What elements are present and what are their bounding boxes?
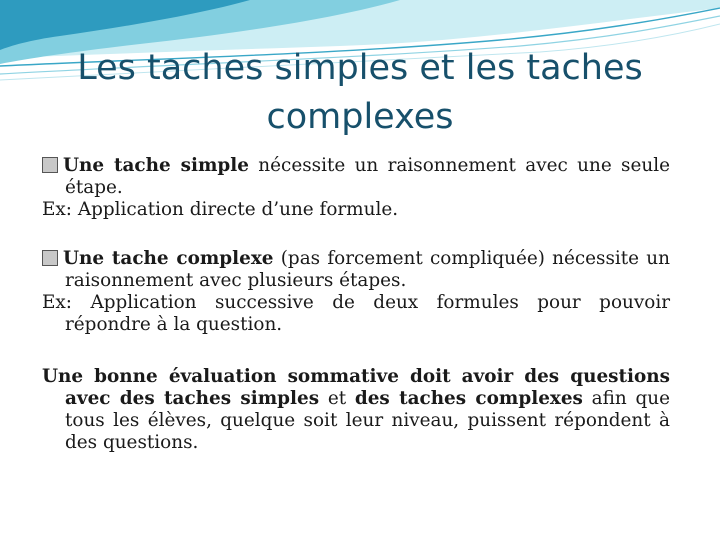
title-line-2: complexes — [266, 97, 454, 137]
conclusion-connector: et — [319, 388, 355, 409]
paragraph-simple-example — [42, 199, 670, 221]
complex-task-term: Une tache complexe — [63, 248, 274, 269]
square-bullet-icon — [42, 250, 58, 266]
simple-task-definition: nécessite un raisonnement avec une seule étape. — [65, 155, 670, 198]
paragraph-conclusion — [42, 366, 670, 454]
conclusion-text: afin que tous les élèves, quelque soit leur niveau, puissent répondent à des questions. — [65, 388, 670, 453]
simple-task-term: Une tache simple — [63, 155, 249, 176]
conclusion-bold-1: Une bonne évaluation sommative doit avoir des questions avec des taches simples — [42, 366, 670, 409]
complex-task-example: Ex: Application successive de deux formules pour pouvoir répondre à la question. — [42, 292, 670, 335]
slide-title — [30, 44, 690, 142]
simple-task-example: Ex: Application directe d’une formule. — [42, 199, 399, 220]
complex-task-definition: (pas forcement compliquée) nécessite un raisonnement avec plusieurs étapes. — [65, 248, 670, 291]
slide-body — [42, 155, 670, 454]
paragraph-complex-task — [42, 248, 670, 292]
paragraph-simple-task — [42, 155, 670, 199]
conclusion-bold-2: des taches complexes — [354, 388, 583, 409]
square-bullet-icon — [42, 157, 58, 173]
paragraph-complex-example — [42, 292, 670, 336]
title-line-1: Les taches simples et les taches — [77, 48, 643, 88]
